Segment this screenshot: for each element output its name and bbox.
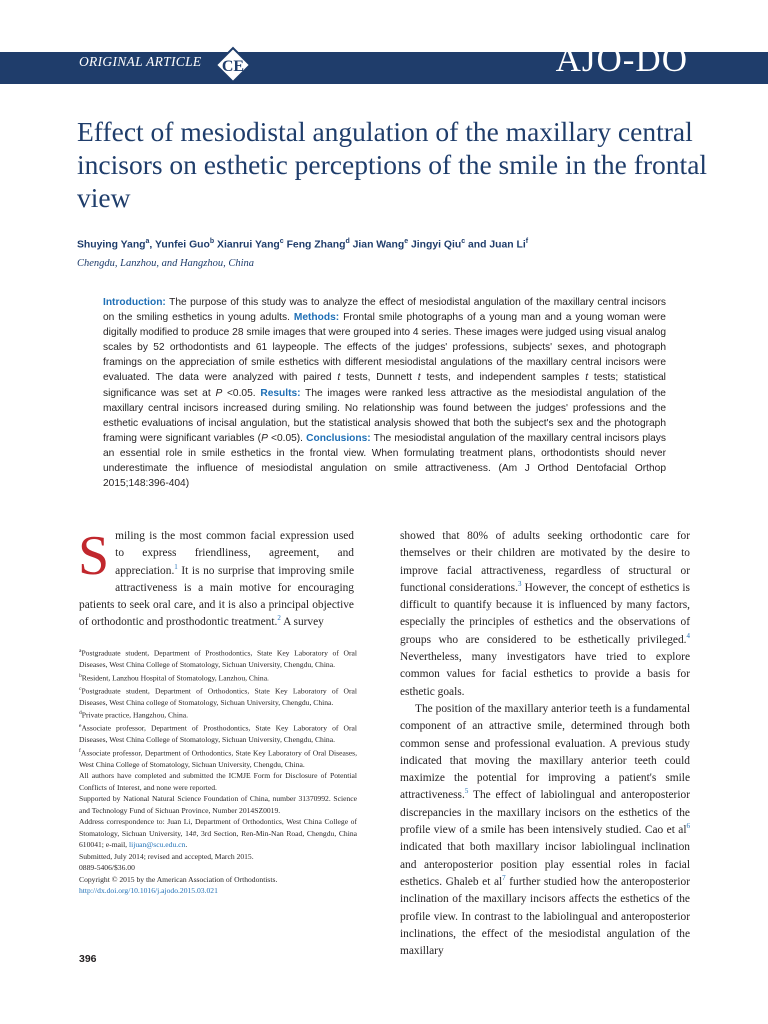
abstract-introduction: The purpose of this study was to analyze the effect of mesiodistal angulation of the maxillary central incisors on the smiling esthetics in young adults. [103, 297, 666, 324]
body-column-left [78, 525, 354, 632]
reference-link[interactable]: 3 [517, 580, 522, 589]
body-paragraph: showed that 80% of adults seeking orthodontic care for themselves or their children are motivated by the desire to improve facial attractiveness, regardless of structural or functional considerations.$^3$ However, the concept of esthetics is difficult to quantify because it is influenced by many factors, especially the principles of esthetics and the observations of groups who are considered to be esthetically privileged.$^4$ Nevertheless, many investigators have tried to explore common values for facial esthetics to provide a basis for esthetic goals. [400, 530, 690, 698]
author-affiliation-mark: c [279, 238, 284, 245]
copyright: Copyright © 2015 by the American Association of Orthodontists. [79, 874, 278, 884]
abstract-results-heading: Results: [260, 387, 301, 399]
author-name: Feng Zhang [286, 239, 346, 251]
submission-dates: Submitted, July 2014; revised and accepted, March 2015. [79, 851, 254, 861]
authors-and: and [468, 239, 487, 251]
abstract [103, 295, 666, 491]
funding-note: Supported by National Natural Science Foundation of China, number 31370992. Science and Technology Fund of Sichuan Province, Number 2014SZ0019. [79, 794, 357, 815]
section-label: ORIGINAL ARTICLE [79, 54, 202, 69]
abstract-methods: <0.05. [226, 387, 256, 399]
author-affiliation-mark: e [404, 238, 409, 245]
author-name: Shuying Yang [77, 239, 146, 251]
abstract-methods: tests, Dunnett [346, 372, 412, 384]
author-affiliation-mark: d [345, 238, 350, 245]
journal-logo: AJO-DO [555, 40, 688, 79]
reference-link[interactable]: 7 [502, 874, 506, 883]
article-title: Effect of mesiodistal angulation of the maxillary central incisors on esthetic perceptions of the smile in the frontal view [77, 116, 708, 213]
affiliation-footnotes [79, 646, 357, 897]
body-paragraph: The position of the maxillary anterior teeth is a fundamental component of an attractive smile, determined through both common sense and professional evaluation. A previous study indicated that moving the maxillary anterior teeth could maximize the potential for improving a patient's smile attractiveness.$^5$ The effect of labiolingual and anteroposterior discrepancies in the maxillary incisors on the esthetics of the profile view of a smile has been intensively studied. Cao et al$^6$ indicated that both maxillary incisor labiolingual inclination and anteroposterior position play essential roles in facial esthetics. Ghaleb et al$^7$ further studied how the anteroposterior inclination of the maxillary incisors affects the esthetics of the profile view. In contrast to the labiolingual and anteroposterior inclinations, the effect of the mesiodistal angulation of the maxillary [400, 702, 690, 958]
abstract-t-symbol: t [585, 372, 589, 384]
abstract-results: The images were ranked less attractive as the mesiodistal angulation of the maxillary central incisors increased during smiling. No relationship was found between the judges' professions and the esthetic evaluations of incisal angulation, but the statistical analysis showed that both the subject's sex and the photograph framing were significant variables ( [103, 387, 666, 444]
author-affiliation-mark: a [145, 238, 150, 245]
author-name: Juan Li [489, 239, 526, 251]
abstract-methods: Frontal smile photographs of a young man and a young woman were digitally modified to produce 28 smile images that were grouped into 4 series. These images were judged using visual analog scales by 52 orthodontists and 61 laypeople. The effects of the judges' professions, subjects' sexes, and photograph framings on the appreciation of smile esthetics with different mesiodistal angulations of the maxillary central incisors were evaluated. The data were analyzed with paired [103, 312, 666, 384]
footnote: $^b$Resident, Lanzhou Hospital of Stomatology, Lanzhou, China. [79, 672, 269, 683]
reference-link[interactable]: 2 [277, 614, 281, 623]
author-affiliation-mark: c [461, 238, 466, 245]
footnote: $^f$Associate professor, Department of Orthodontics, State Key Laboratory of Oral Diseases, West China College of Stomatology, Sichuan University, Chengdu, China. [79, 747, 357, 769]
disclosure-note: All authors have completed and submitted the ICMJE Form for Disclosure of Potential Conflicts of Interest, and none were reported. [79, 771, 357, 792]
reference-link[interactable]: 6 [686, 822, 690, 831]
body-paragraph: Smiling is the most common facial expression used to express friendliness, agreement, and appreciation.$^1$ It is no surprise that improving smile attractiveness is a main motive for encouraging patients to seek oral care, and it is also a principal objective of orthodontic and prosthodontic treatment.$^2$ A survey [78, 525, 354, 629]
author-affiliation-mark: f [525, 238, 529, 245]
abstract-t-symbol: t [337, 372, 341, 384]
issn: 0889-5406/$36.00 [79, 863, 135, 873]
abstract-methods: tests; statistical significance was set at [103, 372, 666, 399]
abstract-introduction-heading: Introduction: [103, 297, 166, 308]
drop-cap: S [78, 525, 110, 587]
footnote: $^a$Postgraduate student, Department of Prosthodontics, State Key Laboratory of Oral Diseases, West China College of Stomatology, Sichuan University, Chengdu, China. [79, 648, 357, 670]
author-name: Jian Wang [352, 239, 405, 251]
abstract-conclusions-heading: Conclusions: [306, 432, 371, 444]
abstract-methods: tests, and independent samples [426, 372, 580, 384]
abstract-results: <0.05). [271, 432, 304, 444]
correspondence-note: Address correspondence to: Juan Li, Department of Orthodontics, West China College of Stomatology, Sichuan University, 14#, 3rd Section, Ren-Min-Nan Road, Chengdu, China 610041; e-mail, lijuan@scu.edu.cn. [79, 817, 357, 850]
reference-link[interactable]: 1 [174, 562, 178, 571]
reference-link[interactable]: 4 [686, 631, 690, 640]
author-affiliation-mark: b [209, 238, 215, 245]
page-number: 396 [79, 953, 97, 965]
abstract-conclusions: The mesiodistal angulation of the maxillary central incisors plays an essential role in smile esthetics in the frontal view. When formulating treatment plans, orthodontists should never underestimate the influence of mesiodistal angulation on smile attractiveness. (Am J Orthod Dentofacial Orthop 2015;148:396-404) [103, 432, 666, 490]
abstract-t-symbol: t [417, 372, 421, 384]
author-locations: Chengdu, Lanzhou, and Hangzhou, China [77, 258, 255, 269]
author-name: Jingyi Qiu [411, 239, 462, 251]
footnote: $^c$Postgraduate student, Department of Orthodontics, State Key Laboratory of Oral Diseases, West China college of Stomatology, Sichuan University, Chengdu, China. [79, 685, 357, 707]
reference-link[interactable]: 5 [464, 787, 469, 796]
abstract-methods-heading: Methods: [293, 312, 340, 324]
abstract-p-symbol: P [215, 387, 223, 399]
author-name: Xianrui Yang [217, 239, 280, 251]
footnote: $^d$Private practice, Hangzhou, China. [79, 710, 189, 720]
author-name: Yunfei Guo [155, 239, 210, 251]
author-list: Shuying Yang$^a$, Yunfei Guo$^b$ Xianrui Yang$^c$ Feng Zhang$^d$ Jian Wang$^e$ Jingyi Qiu$^c$ and Juan Li$^f$ [77, 238, 529, 251]
abstract-p-symbol: P [261, 432, 268, 444]
body-column-right [400, 528, 690, 960]
footnote: $^e$Associate professor, Department of Prosthodontics, State Key Laboratory of Oral Diseases, West China College of Stomatology, Sichuan University, Chengdu, China. [79, 723, 357, 745]
ce-logo [213, 45, 253, 85]
doi-link[interactable]: http://dx.doi.org/10.1016/j.ajodo.2015.03.021 [79, 886, 218, 896]
ce-logo-text: CE [221, 58, 245, 75]
email-link[interactable]: lijuan@scu.edu.cn [129, 840, 186, 850]
